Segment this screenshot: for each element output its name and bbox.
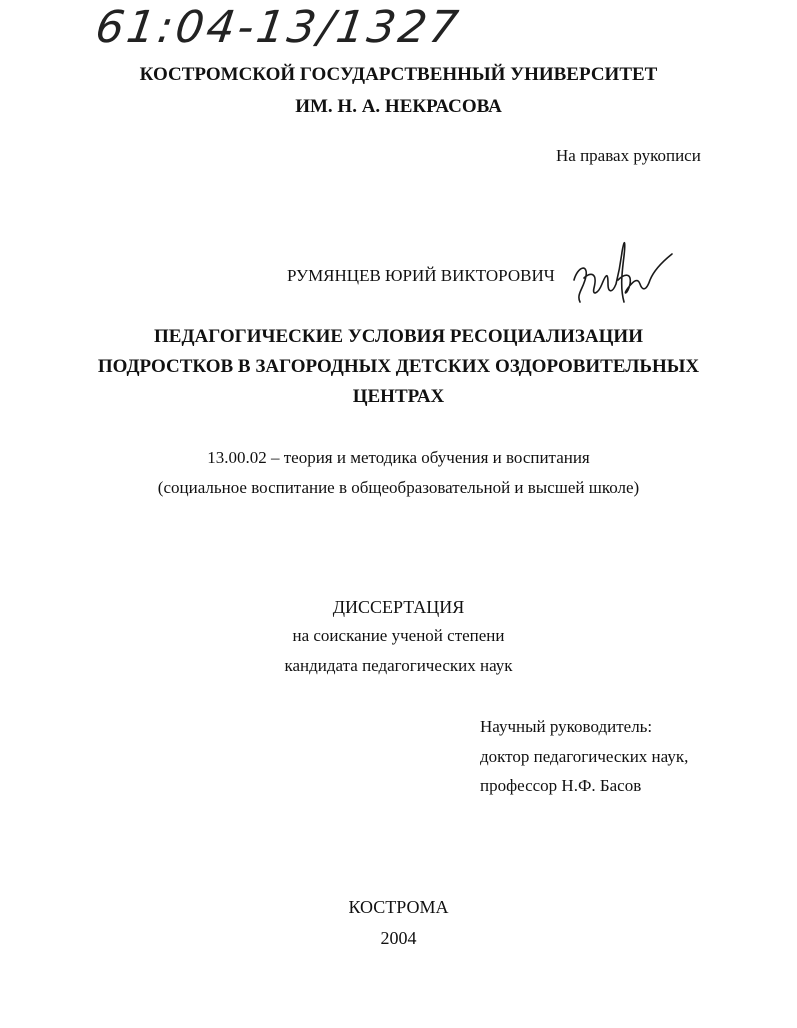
university-name-line1: КОСТРОМСКОЙ ГОСУДАРСТВЕННЫЙ УНИВЕРСИТЕТ <box>139 64 658 85</box>
dissertation-title-line3: ЦЕНТРАХ <box>352 386 445 407</box>
dissertation-title-line2: ПОДРОСТКОВ В ЗАГОРОДНЫХ ДЕТСКИХ ОЗДОРОВИТЕЛЬНЫХ <box>97 356 700 377</box>
manuscript-rights-note: На правах рукописи <box>556 146 701 165</box>
author-name: РУМЯНЦЕВ ЮРИЙ ВИКТОРОВИЧ <box>287 266 555 285</box>
degree-line2: кандидата педагогических наук <box>284 656 513 675</box>
dissertation-heading: ДИССЕРТАЦИЯ <box>332 597 465 617</box>
specialty-code: 13.00.02 – теория и методика обучения и воспитания <box>207 448 590 467</box>
dissertation-title-line1: ПЕДАГОГИЧЕСКИЕ УСЛОВИЯ РЕСОЦИАЛИЗАЦИИ <box>154 326 643 347</box>
city: КОСТРОМА <box>348 897 449 917</box>
year: 2004 <box>380 928 417 948</box>
supervisor-degree: доктор педагогических наук, <box>480 747 689 766</box>
handwritten-archive-number: 61:04-13/1327 <box>92 2 465 53</box>
degree-line1: на соискание ученой степени <box>292 626 505 645</box>
supervisor-name: профессор Н.Ф. Басов <box>480 776 642 795</box>
specialty-description: (социальное воспитание в общеобразовательной и высшей школе) <box>157 478 640 497</box>
supervisor-label: Научный руководитель: <box>480 717 653 736</box>
university-name-line2: ИМ. Н. А. НЕКРАСОВА <box>295 96 502 117</box>
author-signature <box>568 232 678 317</box>
